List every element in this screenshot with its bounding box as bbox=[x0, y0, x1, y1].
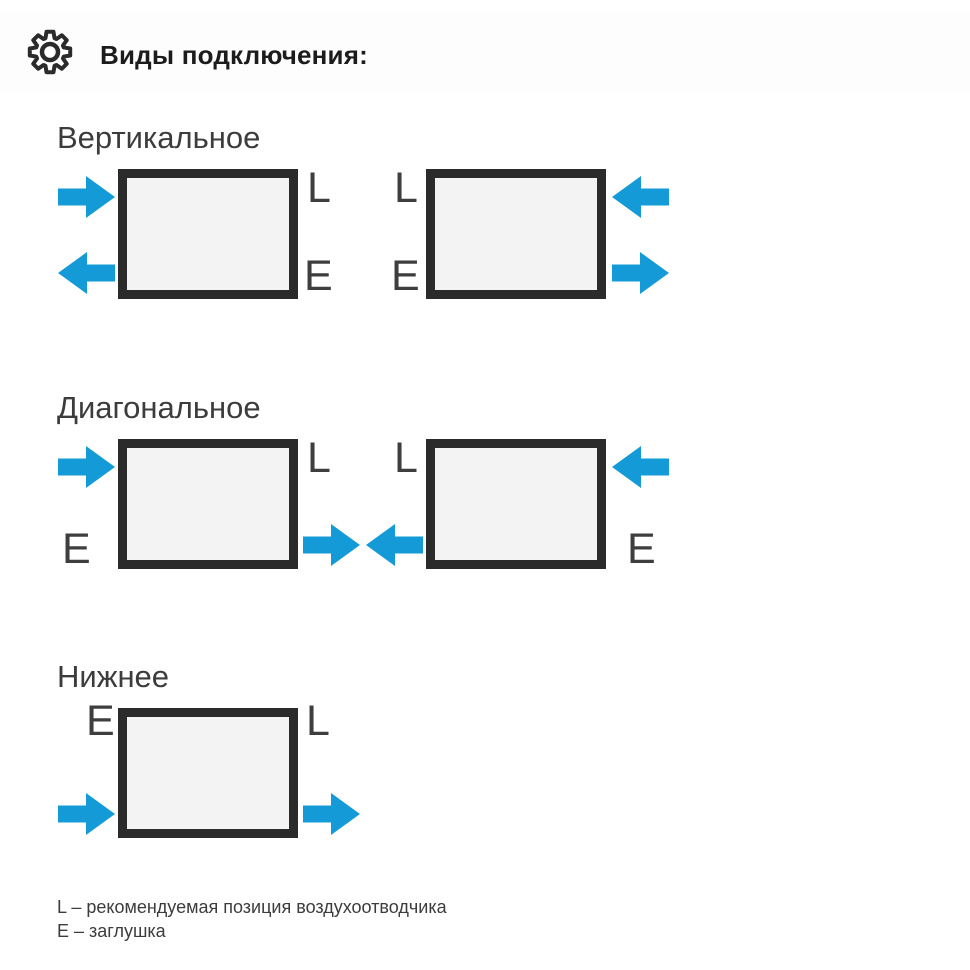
port-label-e: E bbox=[627, 525, 656, 573]
flow-out-arrow-icon bbox=[303, 524, 360, 566]
section-title-diagonal: Диагональное bbox=[57, 390, 261, 425]
page-title: Виды подключения: bbox=[100, 40, 368, 70]
radiator-body bbox=[118, 169, 298, 299]
flow-in-arrow-icon bbox=[58, 446, 115, 488]
flow-in-arrow-icon bbox=[612, 446, 669, 488]
port-label-e: E bbox=[304, 252, 333, 300]
flow-in-arrow-icon bbox=[58, 793, 115, 835]
flow-out-arrow-icon bbox=[612, 252, 669, 294]
radiator-body bbox=[426, 169, 606, 299]
flow-in-arrow-icon bbox=[612, 176, 669, 218]
port-label-e: E bbox=[391, 252, 420, 300]
legend-line-e: E – заглушка bbox=[57, 920, 166, 941]
flow-out-arrow-icon bbox=[303, 793, 360, 835]
flow-out-arrow-icon bbox=[58, 252, 115, 294]
radiator-body bbox=[118, 439, 298, 569]
section-title-bottom: Нижнее bbox=[57, 659, 170, 694]
port-label-l: L bbox=[307, 164, 331, 212]
port-label-e: E bbox=[86, 697, 115, 745]
flow-out-arrow-icon bbox=[366, 524, 423, 566]
gear-icon bbox=[26, 28, 74, 76]
legend-line-l: L – рекомендуемая позиция воздухоотводчика bbox=[57, 897, 447, 917]
port-label-e: E bbox=[62, 525, 91, 573]
port-label-l: L bbox=[394, 434, 418, 482]
port-label-l: L bbox=[394, 164, 418, 212]
port-label-l: L bbox=[306, 697, 330, 745]
flow-in-arrow-icon bbox=[58, 176, 115, 218]
radiator-body bbox=[426, 439, 606, 569]
legend bbox=[57, 896, 447, 944]
radiator-body bbox=[118, 708, 298, 838]
section-title-vertical: Вертикальное bbox=[57, 120, 261, 155]
port-label-l: L bbox=[307, 434, 331, 482]
